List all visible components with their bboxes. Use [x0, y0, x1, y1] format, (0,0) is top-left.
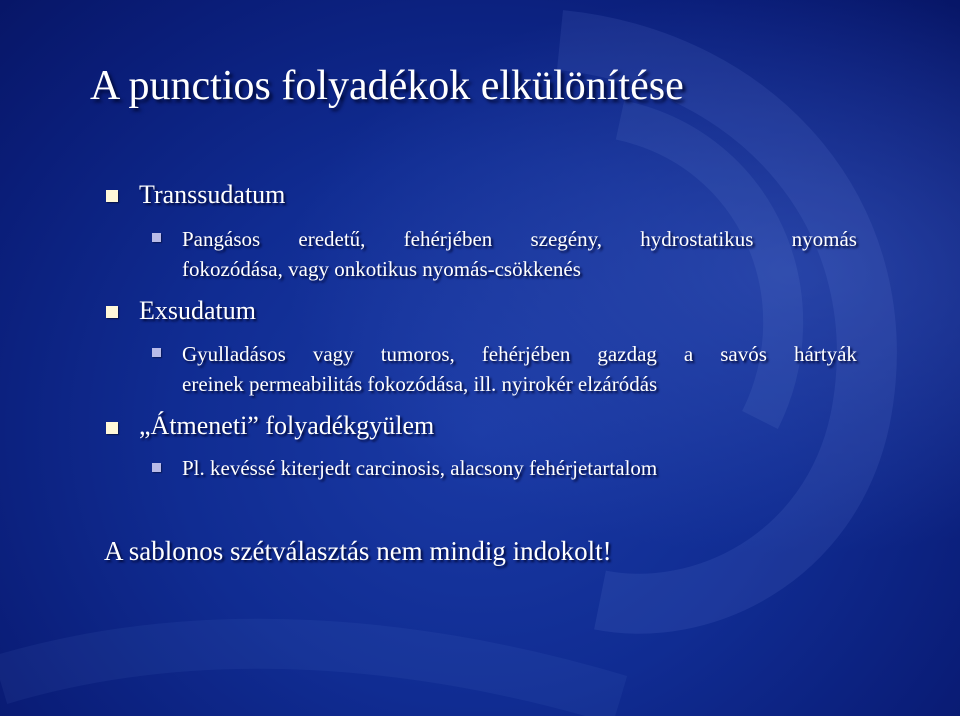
word: fehérjében — [481, 342, 571, 366]
word: eredetű, — [298, 227, 366, 251]
word: Gyulladásos — [182, 342, 286, 366]
word: vagy — [312, 342, 354, 366]
word: nyomás — [791, 227, 857, 251]
item-sub-line-1: Pl. kevéssé kiterjedt carcinosis, alacsony fehérjetartalom — [182, 456, 658, 480]
bullet-square-icon — [106, 190, 118, 202]
word: tumoros, — [380, 342, 455, 366]
word: Pangásos — [182, 227, 261, 251]
word: hydrostatikus — [640, 227, 754, 251]
item-sub-line-1 — [182, 339, 857, 369]
word: szegény, — [530, 227, 603, 251]
word: fehérjében — [403, 227, 493, 251]
sub-bullet-square-icon — [152, 233, 161, 242]
word: hártyák — [793, 342, 857, 366]
item-heading: Exsudatum — [139, 296, 256, 325]
item-sub-line-1 — [182, 224, 857, 254]
item-sub-line-2: ereinek permeabilitás fokozódása, ill. nyirokér elzáródás — [182, 372, 658, 396]
word: savós — [720, 342, 767, 366]
conclusion-text: A sablonos szétválasztás nem mindig indokolt! — [104, 536, 612, 566]
bullet-square-icon — [106, 422, 118, 434]
sub-bullet-square-icon — [152, 348, 161, 357]
word: a — [683, 342, 694, 366]
slide-title: A punctios folyadékok elkülönítése — [90, 63, 684, 109]
item-heading: „Átmeneti” folyadékgyülem — [139, 411, 435, 440]
word: gazdag — [597, 342, 657, 366]
bullet-square-icon — [106, 306, 118, 318]
item-heading: Transsudatum — [139, 180, 286, 209]
item-sub-line-2: fokozódása, vagy onkotikus nyomás-csökkenés — [182, 257, 581, 281]
sub-bullet-square-icon — [152, 463, 161, 472]
